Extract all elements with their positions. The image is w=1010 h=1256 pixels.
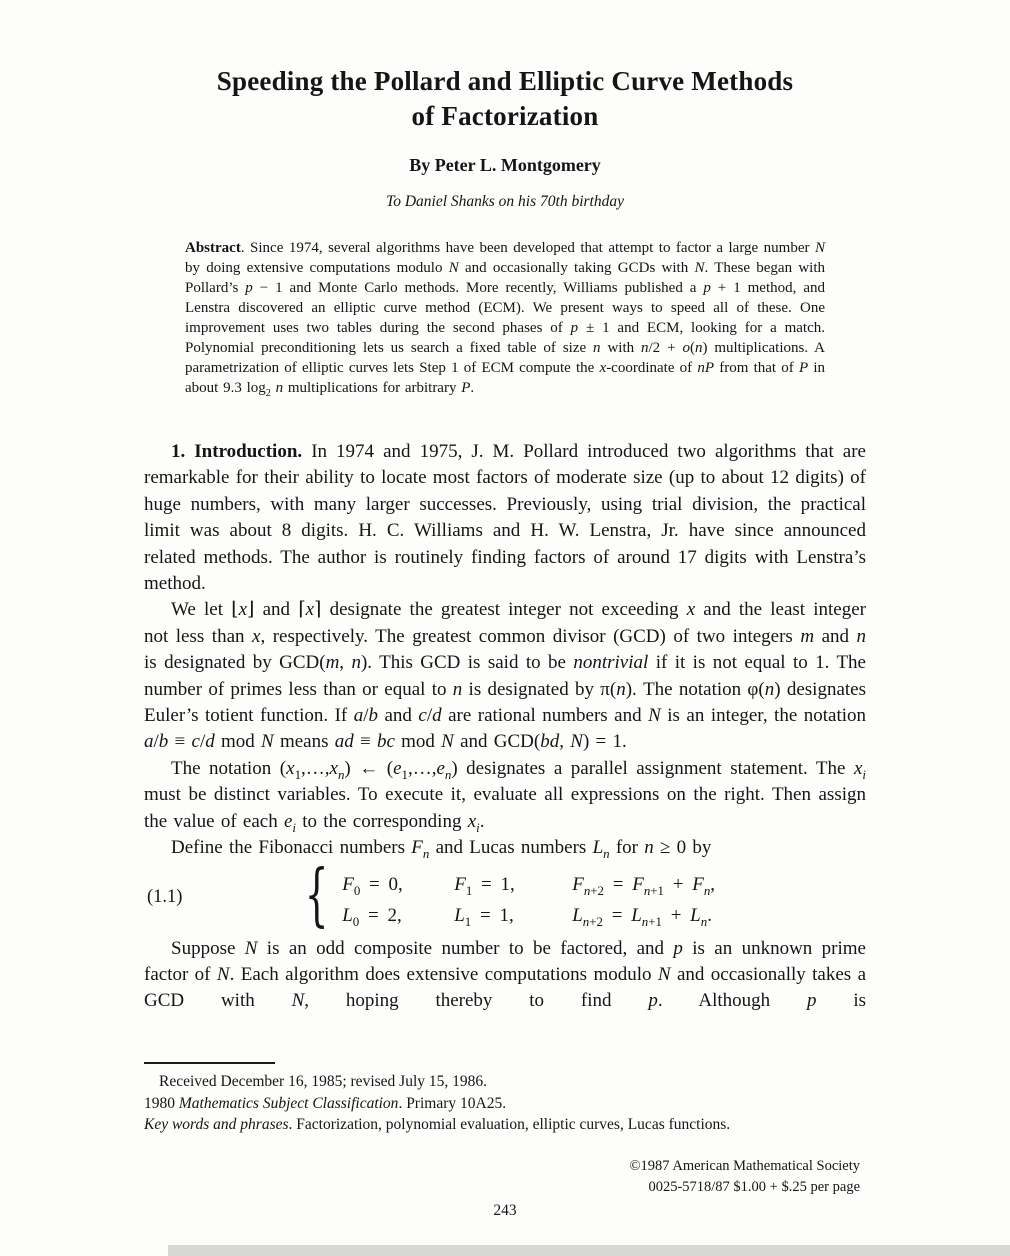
article-body — [144, 439, 866, 1015]
copyright-imprint — [630, 1156, 860, 1198]
abstract-label: Abstract — [185, 240, 241, 256]
equation-term: $F_0 = 0$, — [342, 873, 403, 898]
paragraph-text: In 1974 and 1975, J. M. Pollard introduced two algorithms that are remarkable for their ability to locate most factors of moderate size (up to about 12 digits) of huge numbers, with many larger successes. Previously, using trial division, the practical limit was about 8 digits. H. C. Williams and H. W. Lenstra, Jr. have since announced related methods. The author is routinely finding factors of around 17 digits with Lenstra’s method. — [144, 441, 866, 595]
equation-group — [295, 855, 716, 935]
equation-term: $L_0 = 2$, — [342, 904, 402, 929]
paragraph-text: We let ⌊x⌋ and ⌈x⌉ designate the greatest integer not exceeding x and the least integer not less than x, respectively. The greatest common divisor (GCD) of two integers m and n is designated by GCD(m, n). This GCD is said to be nontrivial if it is not equal to 1. The number of primes less than or equal to n is designated by π(n). The notation φ(n) designates Euler’s totient function. If a/b and c/d are rational numbers and N is an integer, the notation a/b ≡ c/d mod N means ad ≡ bc mod N and GCD(bd, N) = 1. — [144, 599, 867, 753]
equation-rows — [342, 869, 715, 931]
byline: By Peter L. Montgomery — [409, 155, 601, 175]
paragraph-define-fibonacci — [144, 835, 866, 861]
paragraph-parallel-assignment — [144, 756, 866, 835]
paragraph-text: The notation $(x_1,\dots,x_n)$ ← $(e_1,\dots,e_n)$ designates a parallel assignment statement. The $x_i$ must be distinct variables. To execute it, evaluate all expressions on the right. Then assign the value of each $e_i$ to the corresponding $x_i$. — [144, 757, 866, 835]
dedication: To Daniel Shanks on his 70th birthday — [386, 193, 624, 210]
footnote-msc: 1980 Mathematics Subject Classification. Primary 10A25. — [144, 1094, 507, 1112]
equation-term: $L_{n+2} = L_{n+1} + L_n$. — [572, 904, 712, 929]
abstract-text: . Since 1974, several algorithms have been developed that attempt to factor a large number N by doing extensive computations modulo N and occasionally taking GCDs with N. These began with Pollard’s p − 1 and Monte Carlo methods. More recently, Williams published a p + 1 method, and Lenstra discovered an elliptic curve method (ECM). We present ways to speed all of these. One improvement uses two tables during the second phases of p ± 1 and ECM, looking for a match. Polynomial preconditioning lets us search a fixed table of size n with n/2 + o(n) multiplications. A parametrization of elliptic curves lets Step 1 of ECM compute the x-coordinate of nP from that of P in about 9.3 $\log_2 n$ multiplications for arbitrary P. — [185, 240, 826, 399]
footnote-keywords: Key words and phrases. Factorization, polynomial evaluation, elliptic curves, Lucas functions. — [144, 1116, 731, 1133]
paragraph-introduction — [144, 439, 866, 597]
equation-row-fibonacci — [342, 869, 715, 900]
price-code-line: 0025-5718/87 $1.00 + $.25 per page — [648, 1179, 860, 1195]
footnotes — [144, 1062, 876, 1136]
abstract — [185, 238, 825, 398]
paragraph-text: Define the Fibonacci numbers $F_n$ and Lucas numbers $L_n$ for n ≥ 0 by — [171, 837, 712, 861]
equation-term: $F_{n+2} = F_{n+1} + F_n$, — [572, 873, 716, 898]
equation-row-lucas — [342, 900, 715, 931]
footnote-received: Received December 16, 1985; revised July 15, 1986. — [159, 1073, 487, 1090]
paragraph-suppose-n — [144, 936, 866, 1015]
page-number: 243 — [493, 1202, 517, 1219]
section-heading-introduction: 1. Introduction. — [171, 441, 303, 462]
paragraph-notation-floor-ceil — [144, 597, 866, 755]
paragraph-text: Suppose N is an odd composite number to be factored, and p is an unknown prime factor of N. Each algorithm does extensive computations modulo N and occasionally takes a GCD with N, hoping thereby to find p. Although p is — [144, 937, 867, 1012]
equation-block — [144, 855, 866, 935]
scan-edge-artifact — [168, 1245, 1010, 1256]
copyright-line: ©1987 American Mathematical Society — [629, 1158, 860, 1174]
equation-term: $F_1 = 1$, — [454, 873, 515, 898]
left-brace: { — [304, 855, 329, 935]
equation-term: $L_1 = 1$, — [454, 904, 514, 929]
paper-title — [0, 0, 1010, 134]
title-line-2: of Factorization — [411, 101, 599, 131]
title-line-1: Speeding the Pollard and Elliptic Curve Methods — [216, 66, 794, 96]
footnote-separator — [144, 1062, 275, 1064]
equation-number: (1.1) — [147, 886, 183, 907]
